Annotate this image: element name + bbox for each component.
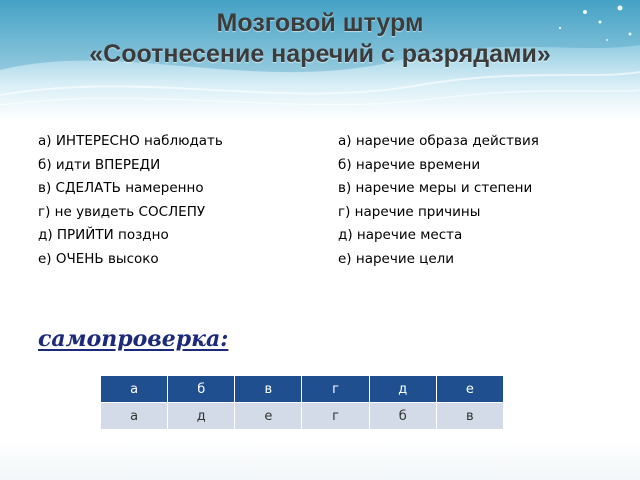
pair-row bbox=[38, 180, 618, 204]
answer-table-cell: а bbox=[101, 403, 168, 430]
adverb-category: д) наречие места bbox=[338, 227, 463, 243]
answer-table-header-cell: в bbox=[235, 376, 302, 403]
adverb-phrase: в) СДЕЛАТЬ намеренно bbox=[38, 180, 204, 196]
answer-table-header-cell: д bbox=[369, 376, 436, 403]
answer-table-cell: д bbox=[168, 403, 235, 430]
adverb-phrase: а) ИНТЕРЕСНО наблюдать bbox=[38, 133, 223, 149]
answer-table-header-cell: б bbox=[168, 376, 235, 403]
adverb-category: б) наречие времени bbox=[338, 156, 481, 173]
answer-table-header-row bbox=[101, 376, 504, 403]
answer-table-header-cell: а bbox=[101, 376, 168, 403]
answer-table bbox=[100, 375, 504, 430]
answer-table-cell: б bbox=[369, 403, 436, 430]
matching-list bbox=[38, 133, 618, 274]
adverb-category: г) наречие причины bbox=[338, 203, 481, 220]
answer-table-cell: г bbox=[302, 403, 369, 430]
pair-row bbox=[38, 204, 618, 228]
pair-row bbox=[38, 227, 618, 251]
title-line-1: Мозговой штурм bbox=[216, 9, 424, 37]
pair-row bbox=[38, 133, 618, 157]
answer-table-header-cell: е bbox=[436, 376, 503, 403]
adverb-phrase: б) идти ВПЕРЕДИ bbox=[38, 156, 161, 173]
pair-row bbox=[38, 157, 618, 181]
adverb-category: в) наречие меры и степени bbox=[338, 180, 533, 196]
slide-title bbox=[0, 8, 640, 70]
answer-table-cell: е bbox=[235, 403, 302, 430]
adverb-phrase: е) ОЧЕНЬ высоко bbox=[38, 250, 159, 267]
answer-table-row bbox=[101, 403, 504, 430]
adverb-phrase: д) ПРИЙТИ поздно bbox=[38, 227, 169, 243]
adverb-phrase: г) не увидеть СОСЛЕПУ bbox=[38, 203, 206, 220]
self-check-heading: самопроверка: bbox=[38, 326, 229, 352]
adverb-category: е) наречие цели bbox=[338, 250, 455, 267]
answer-table-header-cell: г bbox=[302, 376, 369, 403]
adverb-category: а) наречие образа действия bbox=[338, 133, 539, 149]
title-line-2: «Соотнесение наречий с разрядами» bbox=[89, 40, 551, 68]
answer-table-cell: в bbox=[436, 403, 503, 430]
footer-background bbox=[0, 440, 640, 480]
pair-row bbox=[38, 251, 618, 275]
